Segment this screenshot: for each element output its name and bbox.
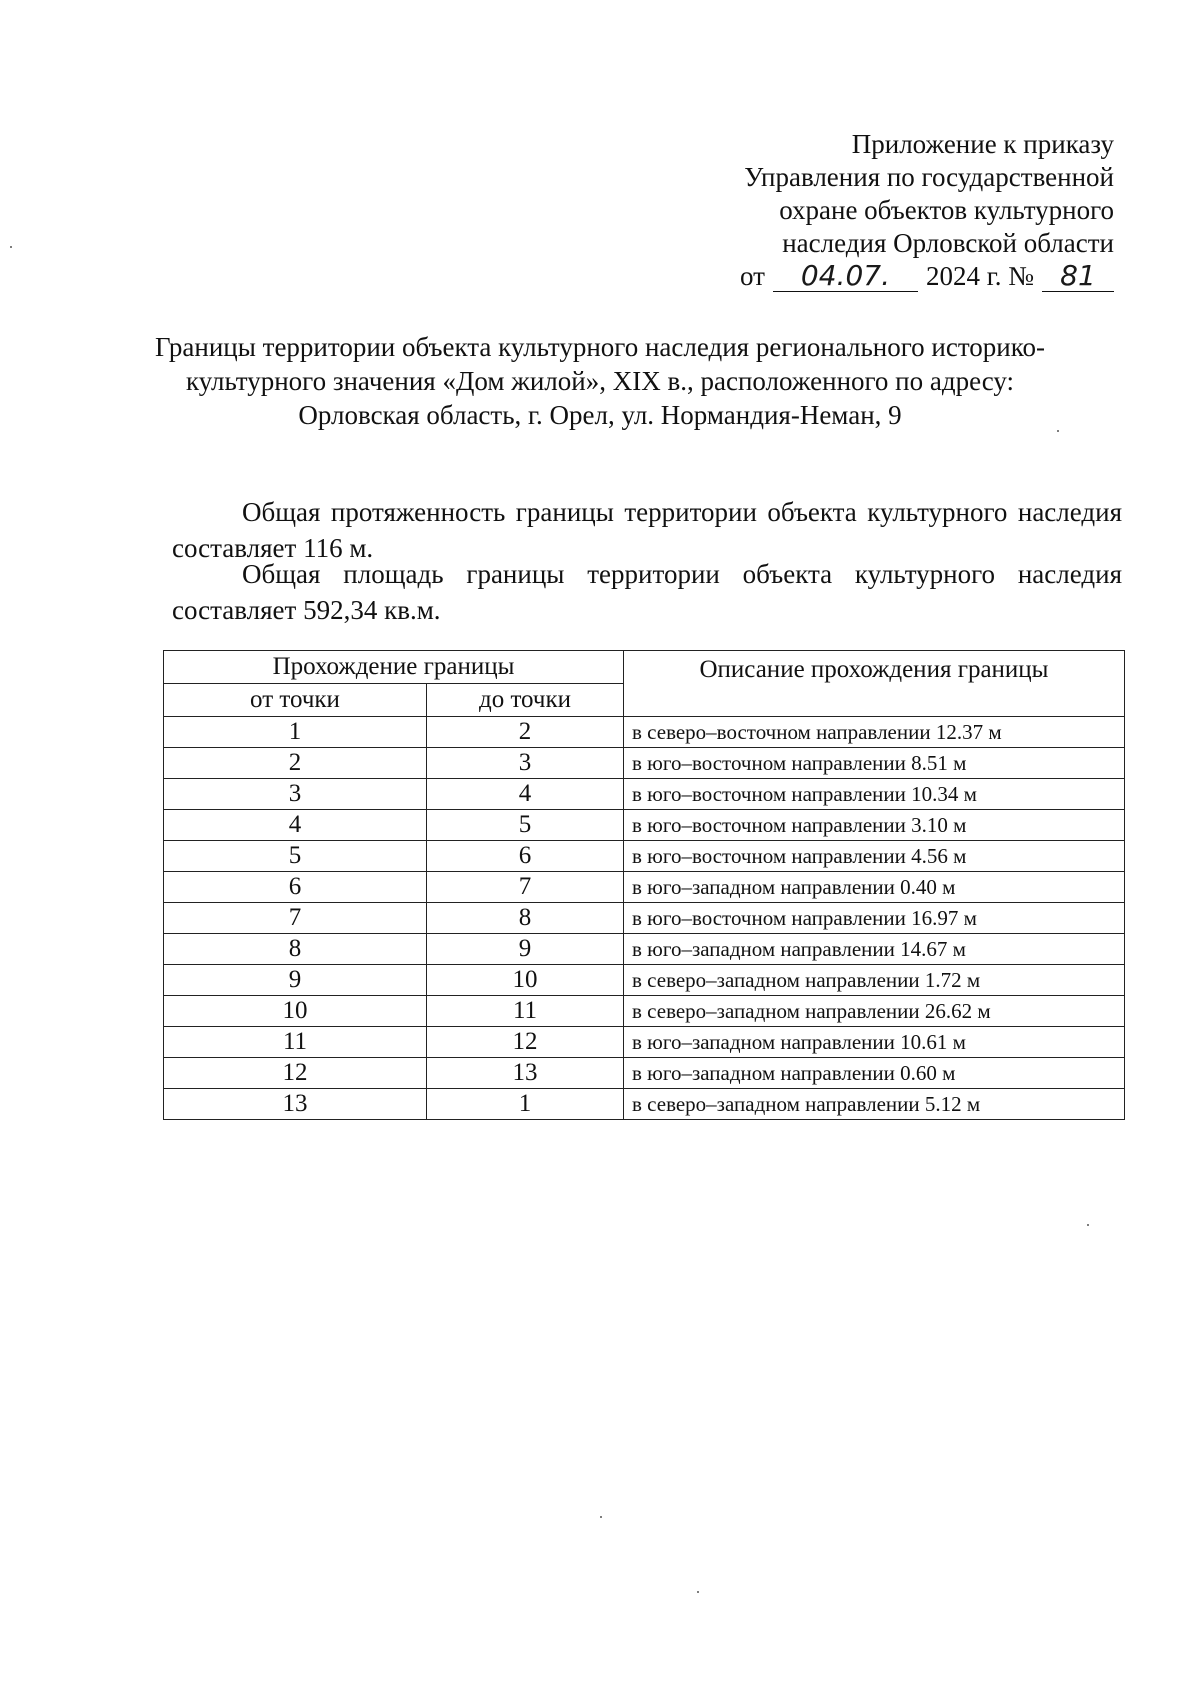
header-description: Описание прохождения границы: [624, 651, 1125, 717]
boundary-table: [163, 650, 1125, 1120]
description-cell: в юго–западном направлении 0.60 м: [624, 1058, 1125, 1089]
from-point-cell: 3: [164, 779, 427, 810]
scan-speck: [10, 246, 12, 248]
scan-speck: [600, 1516, 602, 1518]
title-line-3: Орловская область, г. Орел, ул. Нормандия-Неман, 9: [298, 400, 902, 430]
table-row: [164, 1058, 1125, 1089]
to-point-cell: 13: [427, 1058, 624, 1089]
to-point-cell: 9: [427, 934, 624, 965]
table-row: [164, 934, 1125, 965]
table-row: [164, 903, 1125, 934]
from-point-cell: 2: [164, 748, 427, 779]
to-point-cell: 5: [427, 810, 624, 841]
to-point-cell: 11: [427, 996, 624, 1027]
description-cell: в юго–западном направлении 14.67 м: [624, 934, 1125, 965]
appendix-line-3: охране объектов культурного: [779, 195, 1114, 225]
to-point-cell: 3: [427, 748, 624, 779]
description-cell: в юго–восточном направлении 4.56 м: [624, 841, 1125, 872]
to-point-cell: 12: [427, 1027, 624, 1058]
description-cell: в северо–западном направлении 1.72 м: [624, 965, 1125, 996]
description-cell: в юго–восточном направлении 10.34 м: [624, 779, 1125, 810]
from-point-cell: 4: [164, 810, 427, 841]
table-row: [164, 779, 1125, 810]
boundary-area-text: Общая площадь границы территории объекта культурного наследия составляет 592,34 кв.м.: [172, 559, 1122, 625]
to-point-cell: 6: [427, 841, 624, 872]
boundary-area-paragraph: [172, 556, 1122, 628]
header-to-point: до точки: [427, 684, 624, 717]
document-title: [120, 330, 1080, 432]
order-date-line: [594, 260, 1114, 293]
table-row: [164, 1027, 1125, 1058]
table-row: [164, 996, 1125, 1027]
title-line-2: культурного значения «Дом жилой», XIX в., расположенного по адресу:: [185, 366, 1015, 396]
from-point-cell: 10: [164, 996, 427, 1027]
appendix-line-2: Управления по государственной: [744, 162, 1114, 192]
table-row: [164, 872, 1125, 903]
header-boundary-passage: Прохождение границы: [164, 651, 624, 684]
scan-speck: [1087, 1224, 1089, 1226]
from-point-cell: 1: [164, 717, 427, 748]
to-point-cell: 1: [427, 1089, 624, 1120]
to-point-cell: 8: [427, 903, 624, 934]
scan-speck: [1057, 430, 1059, 432]
order-year: 2024 г. №: [925, 261, 1034, 291]
order-prefix: от: [740, 261, 765, 291]
from-point-cell: 5: [164, 841, 427, 872]
table-row: [164, 810, 1125, 841]
table-row: [164, 841, 1125, 872]
boundary-length-text: Общая протяженность границы территории объекта культурного наследия составляет 116 м.: [172, 497, 1122, 563]
from-point-cell: 13: [164, 1089, 427, 1120]
from-point-cell: 8: [164, 934, 427, 965]
to-point-cell: 7: [427, 872, 624, 903]
description-cell: в юго–восточном направлении 8.51 м: [624, 748, 1125, 779]
from-point-cell: 9: [164, 965, 427, 996]
title-line-1: Границы территории объекта культурного наследия регионального историко-: [155, 332, 1045, 362]
appendix-line-4: наследия Орловской области: [782, 228, 1114, 258]
description-cell: в юго–восточном направлении 16.97 м: [624, 903, 1125, 934]
table-row: [164, 748, 1125, 779]
description-cell: в северо–восточном направлении 12.37 м: [624, 717, 1125, 748]
to-point-cell: 2: [427, 717, 624, 748]
description-cell: в юго–западном направлении 10.61 м: [624, 1027, 1125, 1058]
to-point-cell: 10: [427, 965, 624, 996]
handwritten-order-number: 81: [1042, 261, 1114, 292]
description-cell: в северо–западном направлении 5.12 м: [624, 1089, 1125, 1120]
from-point-cell: 11: [164, 1027, 427, 1058]
table-row: [164, 717, 1125, 748]
table-row: [164, 965, 1125, 996]
handwritten-date: 04.07.: [773, 261, 918, 292]
appendix-header: [594, 128, 1114, 293]
header-from-point: от точки: [164, 684, 427, 717]
to-point-cell: 4: [427, 779, 624, 810]
from-point-cell: 7: [164, 903, 427, 934]
from-point-cell: 12: [164, 1058, 427, 1089]
scan-speck: [697, 1591, 699, 1593]
table-row: [164, 1089, 1125, 1120]
description-cell: в юго–восточном направлении 3.10 м: [624, 810, 1125, 841]
appendix-line-1: Приложение к приказу: [851, 129, 1114, 159]
description-cell: в северо–западном направлении 26.62 м: [624, 996, 1125, 1027]
from-point-cell: 6: [164, 872, 427, 903]
description-cell: в юго–западном направлении 0.40 м: [624, 872, 1125, 903]
